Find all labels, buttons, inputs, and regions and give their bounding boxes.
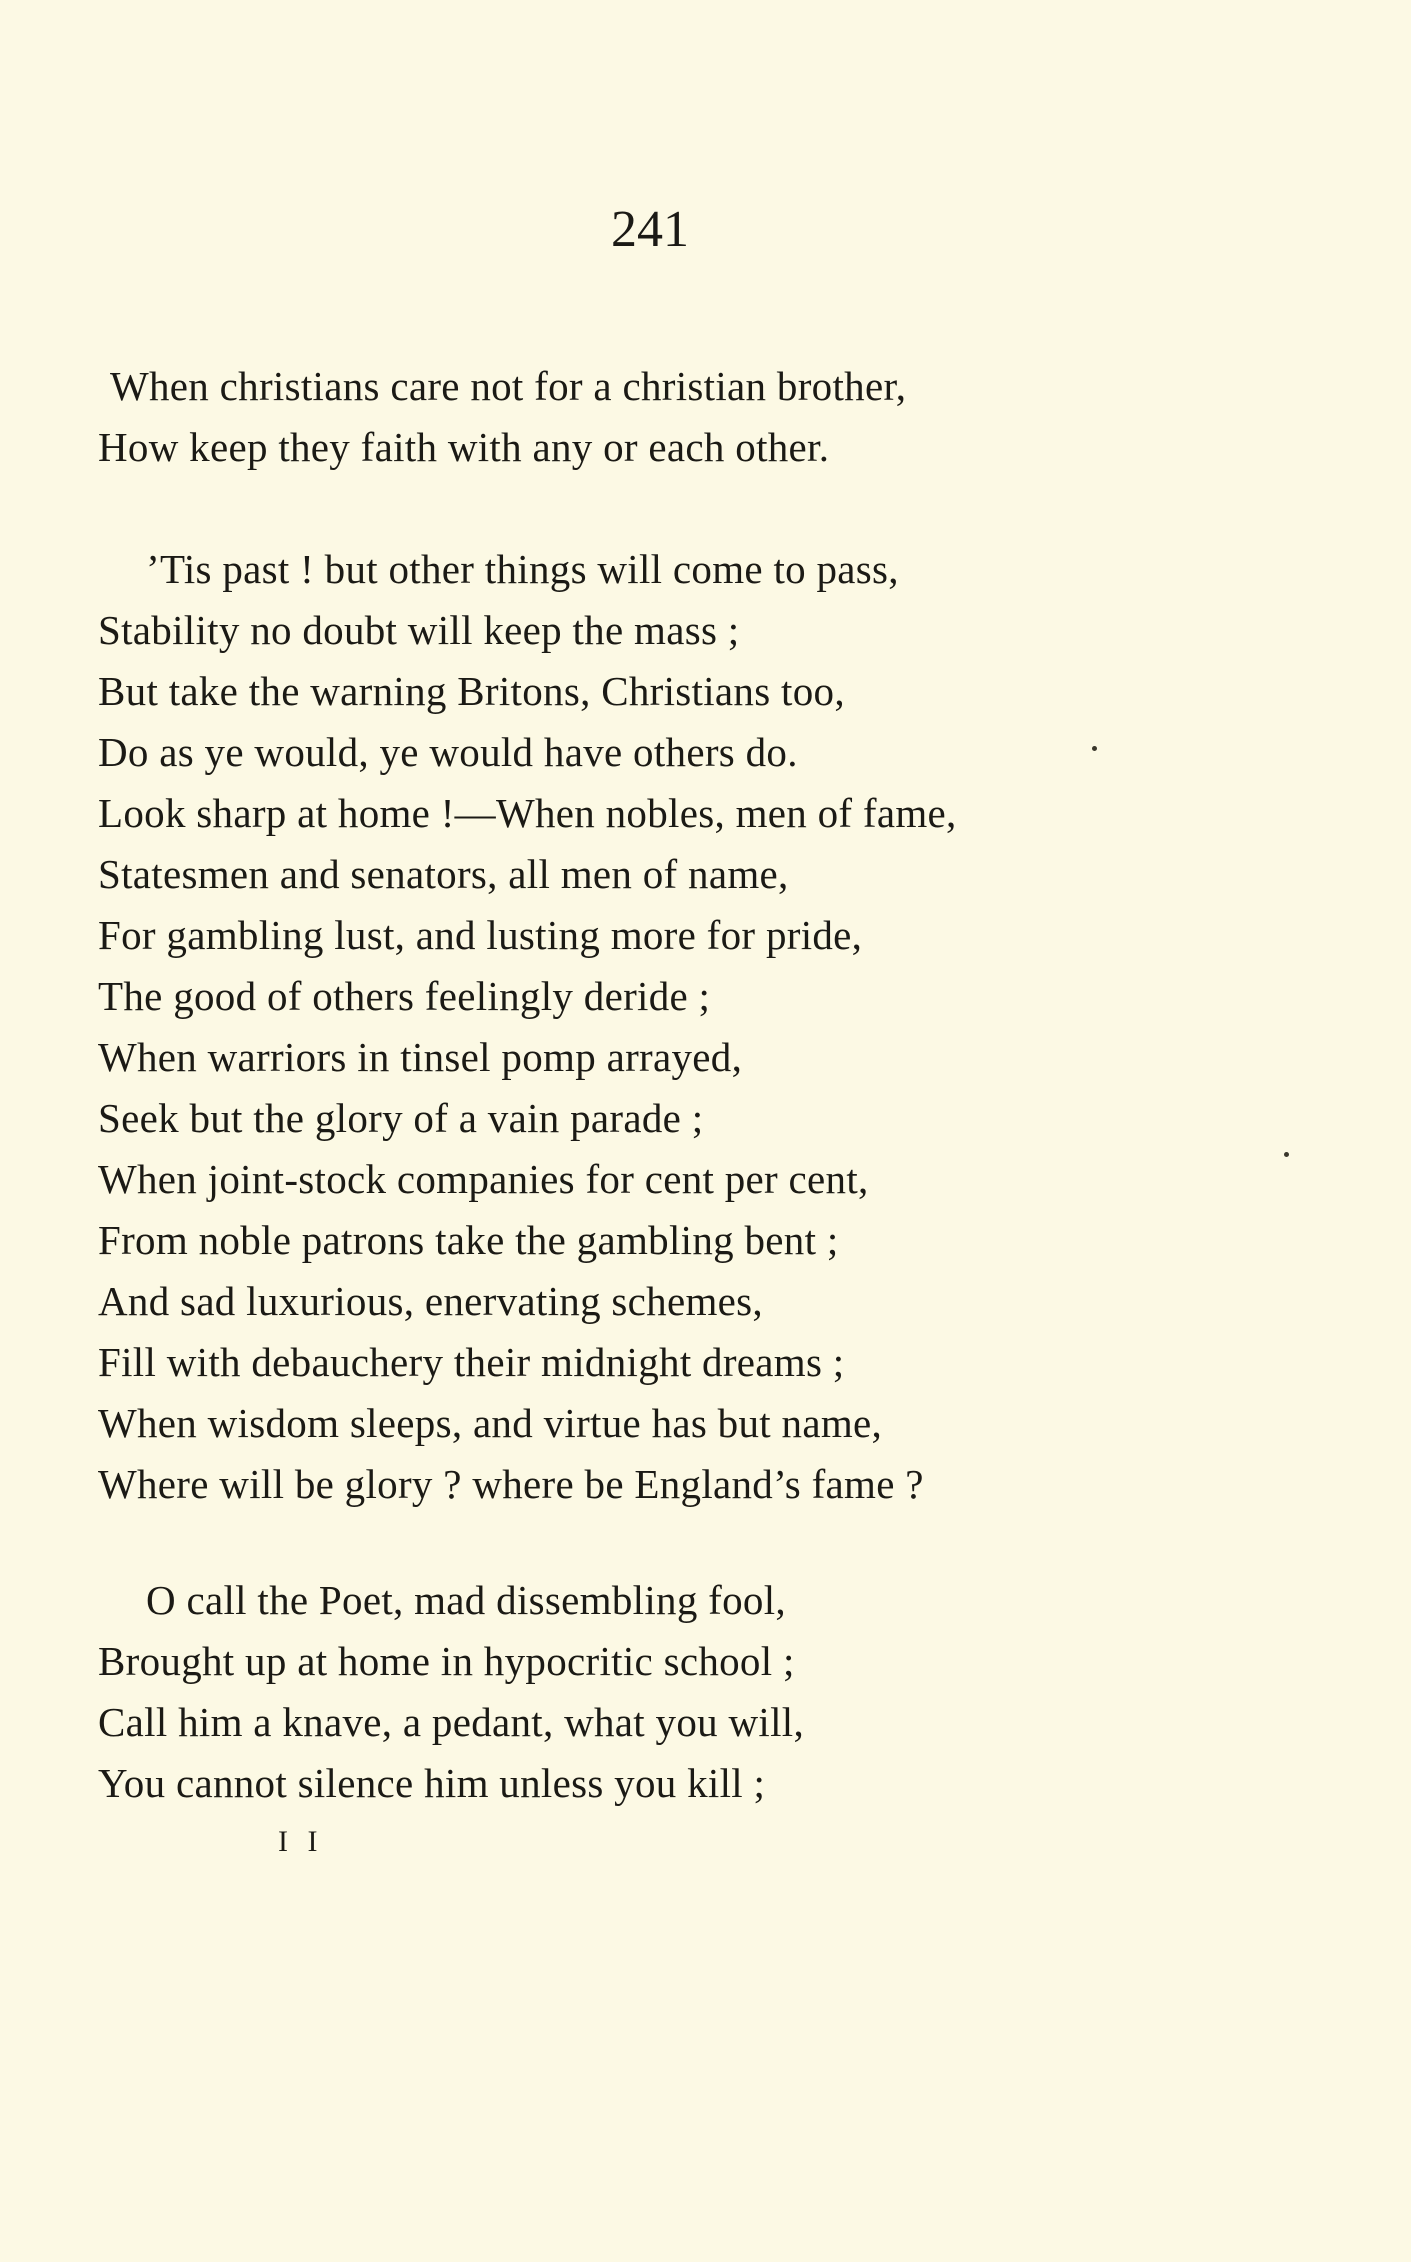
- stanza-3: [98, 1570, 1298, 1814]
- verse-line: From noble patrons take the gambling bent ;: [98, 1217, 839, 1263]
- verse-line: Brought up at home in hypocritic school ;: [98, 1638, 795, 1684]
- verse-line: Where will be glory ? where be England’s fame ?: [98, 1461, 924, 1507]
- verse-line: The good of others feelingly deride ;: [98, 973, 711, 1019]
- page-number: 241: [611, 201, 689, 258]
- verse-line: Look sharp at home !—When nobles, men of fame,: [98, 790, 957, 836]
- stanza-2: [98, 539, 1298, 1515]
- verse-line: O call the Poet, mad dissembling fool,: [146, 1577, 786, 1623]
- verse-line: Call him a knave, a pedant, what you will,: [98, 1699, 805, 1745]
- verse-line: When wisdom sleeps, and virtue has but name,: [98, 1400, 883, 1446]
- verse-line: ’Tis past ! but other things will come to pass,: [146, 546, 899, 592]
- verse-line: When warriors in tinsel pomp arrayed,: [98, 1034, 743, 1080]
- verse-line: Seek but the glory of a vain parade ;: [98, 1095, 704, 1141]
- verse-line: When christians care not for a christian brother,: [110, 363, 907, 409]
- verse-line: How keep they faith with any or each other.: [98, 424, 830, 470]
- stanza-1: [98, 356, 1298, 478]
- signature-mark: I I: [278, 1825, 324, 1858]
- verse-line: Fill with debauchery their midnight dreams ;: [98, 1339, 845, 1385]
- verse-line: You cannot silence him unless you kill ;: [98, 1760, 766, 1806]
- verse-line: Statesmen and senators, all men of name,: [98, 851, 789, 897]
- verse-line: Do as ye would, ye would have others do.: [98, 729, 798, 775]
- paper-speck: [1284, 1152, 1289, 1157]
- paper-speck: [1092, 746, 1097, 751]
- verse-line: When joint-stock companies for cent per cent,: [98, 1156, 869, 1202]
- verse-line: Stability no doubt will keep the mass ;: [98, 607, 740, 653]
- verse-line: And sad luxurious, enervating schemes,: [98, 1278, 763, 1324]
- verse-line: But take the warning Britons, Christians too,: [98, 668, 845, 714]
- verse-line: For gambling lust, and lusting more for pride,: [98, 912, 863, 958]
